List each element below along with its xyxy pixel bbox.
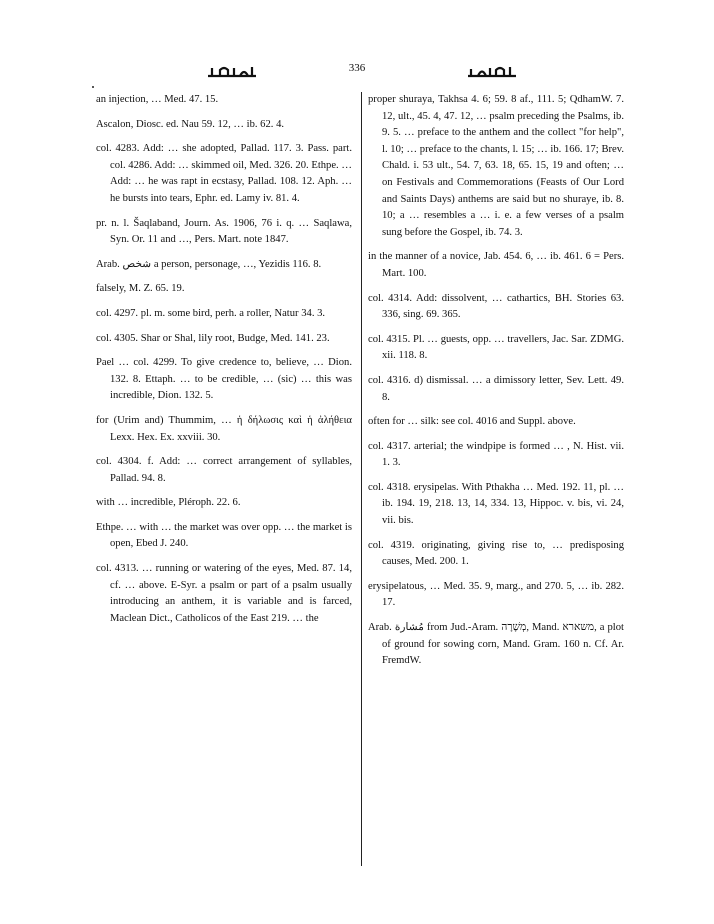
entry: col. 4315. Pl. … guests, opp. … travellers, Jac. Sar. ZDMG. xii. 118. 8. (368, 333, 624, 362)
entry: an injection, … Med. 47. 15. (96, 94, 219, 105)
column-divider (361, 92, 362, 866)
entry: proper shuraya, Takhsa 4. 6; 59. 8 af., 111. 5; QdhamW. 7. 12, ult., 45. 4, 47. 12, … psalm preceding the Psalms, ib. 9. 5. … preface to the anthem and the collect "for help", l. 10; … preface to the chants, l. 15; … ib. 166. 17; Brev. Chald. i. 53 ult., 54. 7, 63. 18, 65. 15, 19 and often; … on Festivals and Commemorations (Feasts of Our Lord and Saints Days) anthems are said but no shuraye, ib. 8. 10; a … resembles a … i. e. a few verses of a psalm sung before the Gospel, ib. 74. 3. (368, 94, 624, 238)
entry: falsely, M. Z. 65. 19. (96, 283, 185, 295)
entry: col. 4316. d) dismissal. … a dimissory letter, Sev. Lett. 49. 8. (368, 374, 624, 403)
entry: col. 4317. arterial; the windpipe is formed … , N. Hist. vii. 1. 3. (368, 440, 624, 469)
entry: col. 4304. f. Add: … correct arrangement of syllables, Pallad. 94. 8. (96, 456, 352, 484)
entry: Pael … col. 4299. To give credence to, believe, … Dion. 132. 8. Ettaph. … to be credible, … (sic) … this was incredible, Dion. 132. 5. (96, 357, 352, 402)
entry: col. 4318. erysipelas. With Pthakha … Med. 192. 11, pl. … ib. 194. 19, 218. 13, 14, 334. 13, Hippoc. v. bis, vi. 24, vii. bis. (368, 481, 624, 527)
entry: Ascalon, Diosc. ed. Nau 59. 12, … ib. 62. 4. (96, 118, 285, 130)
entry: col. 4319. originating, giving rise to, … predisposing causes, Med. 200. 1. (368, 539, 624, 568)
entry: Arab. شخص a person, personage, …, Yezidis 116. 8. (96, 258, 322, 270)
entry: with … incredible, Pléroph. 22. 6. (96, 497, 241, 509)
entry: erysipelatous, … Med. 35. 9, marg., and 270. 5, … ib. 282. 17. (368, 580, 624, 609)
right-column (368, 92, 624, 892)
entry: col. 4313. … running or watering of the eyes, Med. 87. 14, cf. … above. E-Syr. a psalm or part of a psalm usually introducing an anthem, it is variable and is farced, Maclean Dict., Catholicos of the East 219. … the (96, 563, 352, 624)
entry: col. 4305. Shar or Shal, lily root, Budge, Med. 141. 23. (96, 332, 330, 344)
entry: Arab. مُشارة from Jud.-Aram. מְשָׁרָה, Mand. משארא, a plot of ground for sowing corn, Mand. Gram. 160 n. Cf. Ar. FremdW. (368, 622, 624, 667)
margin-dot (92, 86, 94, 88)
page-number: 336 (348, 62, 366, 74)
page-header (96, 60, 618, 82)
entry: col. 4297. pl. m. some bird, perh. a roller, Natur 34. 3. (96, 307, 326, 319)
entry: Ethpe. … with … the market was over opp. … the market is open, Ebed J. 240. (96, 521, 352, 550)
entry: in the manner of a novice, Jab. 454. 6, … ib. 461. 6 = Pers. Mart. 100. (368, 251, 624, 279)
entry: often for … silk: see col. 4016 and Suppl. above. (368, 416, 576, 428)
entry: col. 4314. Add: dissolvent, … cathartics, BH. Stories 63. 336, sing. 69. 365. (368, 292, 624, 321)
entry: col. 4283. Add: … she adopted, Pallad. 117. 3. Pass. part. col. 4286. Add: … skimmed oil, Med. 326. 20. Ethpe. … Add: … he was rapt in ecstasy, Pallad. 108. 12. Aph. … he bursts into tears, Ephr. ed. Lamy iv. 81. 4. (96, 143, 352, 204)
entry: for (Urim and) Thummim, … ἡ δήλωσις καὶ ἡ ἀλήθεια Lexx. Hex. Ex. xxviii. 30. (96, 414, 352, 443)
right-running-head (466, 64, 520, 80)
left-column (96, 92, 352, 892)
entry: pr. n. l. Šaqlaband, Journ. As. 1906, 76 i. q. … Saqlawa, Syn. Or. 11 and …, Pers. Mart. note 1847. (96, 217, 352, 246)
